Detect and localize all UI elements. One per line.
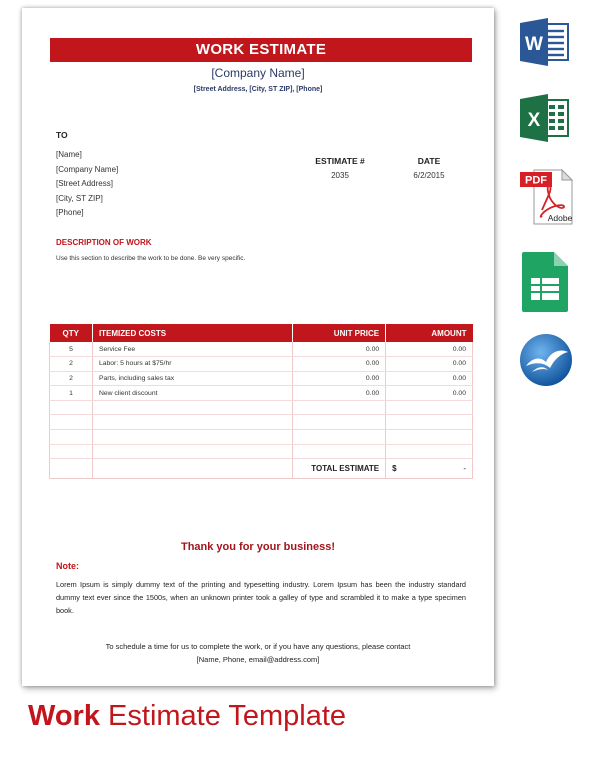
contact-instructions: To schedule a time for us to complete the work, or if you have any questions, please contact <box>105 642 411 651</box>
empty-table-row <box>50 430 473 445</box>
header-amount: AMOUNT <box>386 324 473 342</box>
row-qty: 2 <box>50 371 93 386</box>
openoffice-icon[interactable] <box>518 332 574 388</box>
empty-table-row <box>50 400 473 415</box>
estimate-number-label: ESTIMATE # <box>315 156 365 166</box>
row-unit-price: 0.00 <box>293 357 386 372</box>
estimate-number-block <box>304 156 376 180</box>
date-label: DATE <box>417 156 441 166</box>
template-banner-title <box>28 700 346 733</box>
contact-details: [Name, Phone, email@address.com] <box>196 655 320 664</box>
table-row <box>50 357 473 372</box>
recipient-company: [Company Name] <box>56 164 119 174</box>
word-icon[interactable] <box>518 14 574 70</box>
recipient-city: [City, ST ZIP] <box>56 193 103 203</box>
note-text: Lorem Ipsum is simply dummy text of the printing and typesetting industry. Lorem Ipsum has been the industry standard dummy text ever since the 1500s, when an unknown printer took a galley of type and scrambled it to make a type specimen book. <box>56 580 466 615</box>
empty-table-row <box>50 415 473 430</box>
header-qty: QTY <box>50 324 93 342</box>
estimate-number-value: 2035 <box>331 171 349 180</box>
row-unit-price: 0.00 <box>293 371 386 386</box>
table-row <box>50 386 473 401</box>
date-block <box>398 156 460 180</box>
recipient-phone: [Phone] <box>56 208 84 217</box>
row-qty: 5 <box>50 342 93 357</box>
row-item: Parts, including sales tax <box>92 371 292 386</box>
header-unit-price: UNIT PRICE <box>293 324 386 342</box>
row-item: New client discount <box>92 386 292 401</box>
recipient-street: [Street Address] <box>56 179 113 188</box>
google-sheets-icon[interactable] <box>520 250 576 306</box>
banner-rest: Estimate Template <box>99 700 347 732</box>
pdf-icon[interactable] <box>518 166 574 222</box>
row-qty: 1 <box>50 386 93 401</box>
row-amount: 0.00 <box>386 357 473 372</box>
itemized-costs-table <box>49 324 473 479</box>
row-item: Service Fee <box>92 342 292 357</box>
estimate-document <box>22 8 494 686</box>
document-title: WORK ESTIMATE <box>50 38 472 62</box>
total-row <box>50 459 473 479</box>
svg-text:W: W <box>525 34 543 55</box>
total-currency: $ <box>392 464 397 474</box>
table-row <box>50 371 473 386</box>
row-unit-price: 0.00 <box>293 386 386 401</box>
svg-text:Adobe: Adobe <box>547 213 573 223</box>
svg-text:X: X <box>527 110 541 131</box>
row-qty: 2 <box>50 357 93 372</box>
row-unit-price: 0.00 <box>293 342 386 357</box>
total-estimate-value <box>386 459 473 479</box>
note-label: Note: <box>56 561 79 571</box>
recipient-name: [Name] <box>56 150 82 159</box>
date-value: 6/2/2015 <box>413 171 445 180</box>
row-amount: 0.00 <box>386 342 473 357</box>
table-row <box>50 342 473 357</box>
total-estimate-label: TOTAL ESTIMATE <box>293 459 386 479</box>
description-text: Use this section to describe the work to be done. Be very specific. <box>56 255 246 262</box>
total-amount: - <box>463 464 466 474</box>
svg-text:PDF: PDF <box>525 174 547 187</box>
recipient-block <box>56 148 118 221</box>
banner-bold-word: Work <box>28 700 100 732</box>
thank-you-message: Thank you for your business! <box>180 541 336 553</box>
empty-table-row <box>50 444 473 459</box>
row-item: Labor: 5 hours at $75/hr <box>92 357 292 372</box>
header-itemized-costs: ITEMIZED COSTS <box>92 324 292 342</box>
company-name: [Company Name] <box>211 66 305 80</box>
description-title: DESCRIPTION OF WORK <box>56 238 152 247</box>
to-label: TO <box>56 130 68 140</box>
row-amount: 0.00 <box>386 386 473 401</box>
excel-icon[interactable] <box>518 90 574 146</box>
company-address: [Street Address, [City, ST ZIP], [Phone] <box>193 86 323 93</box>
row-amount: 0.00 <box>386 371 473 386</box>
contact-block <box>22 640 494 666</box>
